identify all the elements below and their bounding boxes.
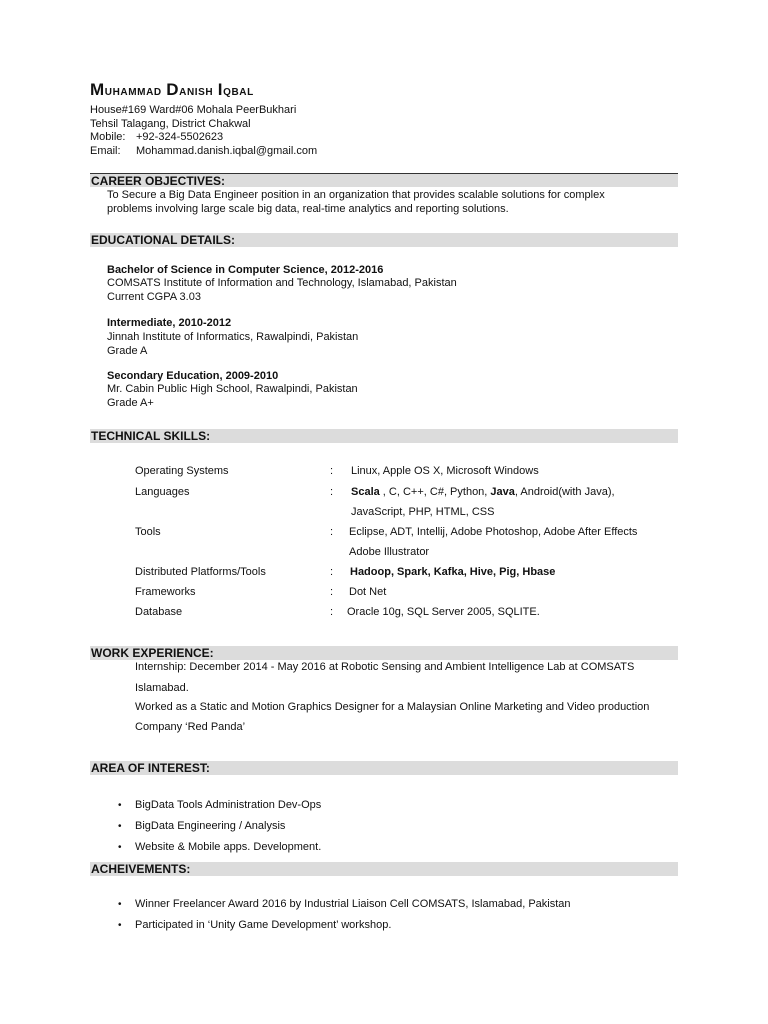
work-line: Islamabad. [135,682,189,694]
name-first: Muhammad [90,80,162,99]
mobile-label: Mobile: [90,131,126,143]
career-line-2: problems involving large scale big data, real-time analytics and reporting solutions. [107,203,509,215]
skill-value-os: Linux, Apple OS X, Microsoft Windows [351,465,539,477]
skill-colon: : [330,606,334,618]
mobile-number: +92-324-5502623 [136,131,224,143]
education-institute: Jinnah Institute of Informatics, Rawalpindi, Pakistan [107,331,359,343]
work-experience-heading: WORK EXPERIENCE: [90,646,678,660]
skill-label-distributed: Distributed Platforms/Tools [135,566,266,578]
email-address[interactable]: Mohammad.danish.iqbal@gmail.com [136,145,318,157]
education-degree: Bachelor of Science in Computer Science, 2012-2016 [107,264,384,276]
resume-name [90,80,254,100]
mobile-row [90,131,223,144]
skill-value-languages [351,486,615,499]
work-line: Company ‘Red Panda’ [135,721,246,733]
interest-item: BigData Engineering / Analysis [135,820,286,832]
skill-colon: : [330,465,334,477]
lang-list: , C, C++, C#, Python, [379,486,491,498]
achievements-heading: ACHEIVEMENTS: [90,862,678,876]
email-row [90,145,317,158]
skill-label-languages: Languages [135,486,190,498]
skill-colon: : [330,586,334,598]
name-last: Iqbal [217,80,254,99]
work-line: Worked as a Static and Motion Graphics Designer for a Malaysian Online Marketing and Video production [135,701,650,713]
skill-value-tools: Eclipse, ADT, Intellij, Adobe Photoshop, Adobe After Effects [349,526,638,538]
education-grade: Current CGPA 3.03 [107,291,201,303]
skill-value-frameworks: Dot Net [349,586,387,598]
skill-label-frameworks: Frameworks [135,586,196,598]
email-label: Email: [90,145,121,157]
education-grade: Grade A [107,345,148,357]
lang-list-end: , Android(with Java), [514,486,615,498]
achievement-item: Participated in ‘Unity Game Development’ workshop. [135,919,392,931]
lang-scala: Scala [351,486,380,498]
skill-value-languages-2: JavaScript, PHP, HTML, CSS [351,506,495,518]
achievement-item: Winner Freelancer Award 2016 by Industrial Liaison Cell COMSATS, Islamabad, Pakistan [135,898,571,910]
bullet-icon: • [118,920,122,931]
interest-item: Website & Mobile apps. Development. [135,841,322,853]
interest-item: BigData Tools Administration Dev-Ops [135,799,322,811]
lang-java: Java [490,486,515,498]
educational-details-heading: EDUCATIONAL DETAILS: [90,233,678,247]
address-line-2: Tehsil Talagang, District Chakwal [90,118,251,130]
area-of-interest-heading: AREA OF INTEREST: [90,761,678,775]
skill-value-distributed: Hadoop, Spark, Kafka, Hive, Pig, Hbase [350,566,556,578]
bullet-icon: • [118,800,122,811]
skill-colon: : [330,526,334,538]
career-line-1: To Secure a Big Data Engineer position in an organization that provides scalable solutions for complex [107,189,605,201]
bullet-icon: • [118,899,122,910]
skill-colon: : [330,566,334,578]
skill-label-tools: Tools [135,526,161,538]
skill-colon: : [330,486,334,498]
education-degree: Secondary Education, 2009-2010 [107,370,279,382]
career-objectives-heading: CAREER OBJECTIVES: [90,173,678,187]
education-grade: Grade A+ [107,397,154,409]
education-institute: Mr. Cabin Public High School, Rawalpindi, Pakistan [107,383,358,395]
address-line-1: House#169 Ward#06 Mohala PeerBukhari [90,104,297,116]
bullet-icon: • [118,821,122,832]
work-line: Internship: December 2014 - May 2016 at Robotic Sensing and Ambient Intelligence Lab at COMSATS [135,661,635,673]
education-degree: Intermediate, 2010-2012 [107,317,232,329]
skill-label-os: Operating Systems [135,465,229,477]
skill-label-database: Database [135,606,183,618]
technical-skills-heading: TECHNICAL SKILLS: [90,429,678,443]
skill-value-database: Oracle 10g, SQL Server 2005, SQLITE. [347,606,540,618]
name-middle: Danish [166,80,214,99]
bullet-icon: • [118,842,122,853]
skill-value-tools-2: Adobe Illustrator [349,546,430,558]
education-institute: COMSATS Institute of Information and Technology, Islamabad, Pakistan [107,277,457,289]
